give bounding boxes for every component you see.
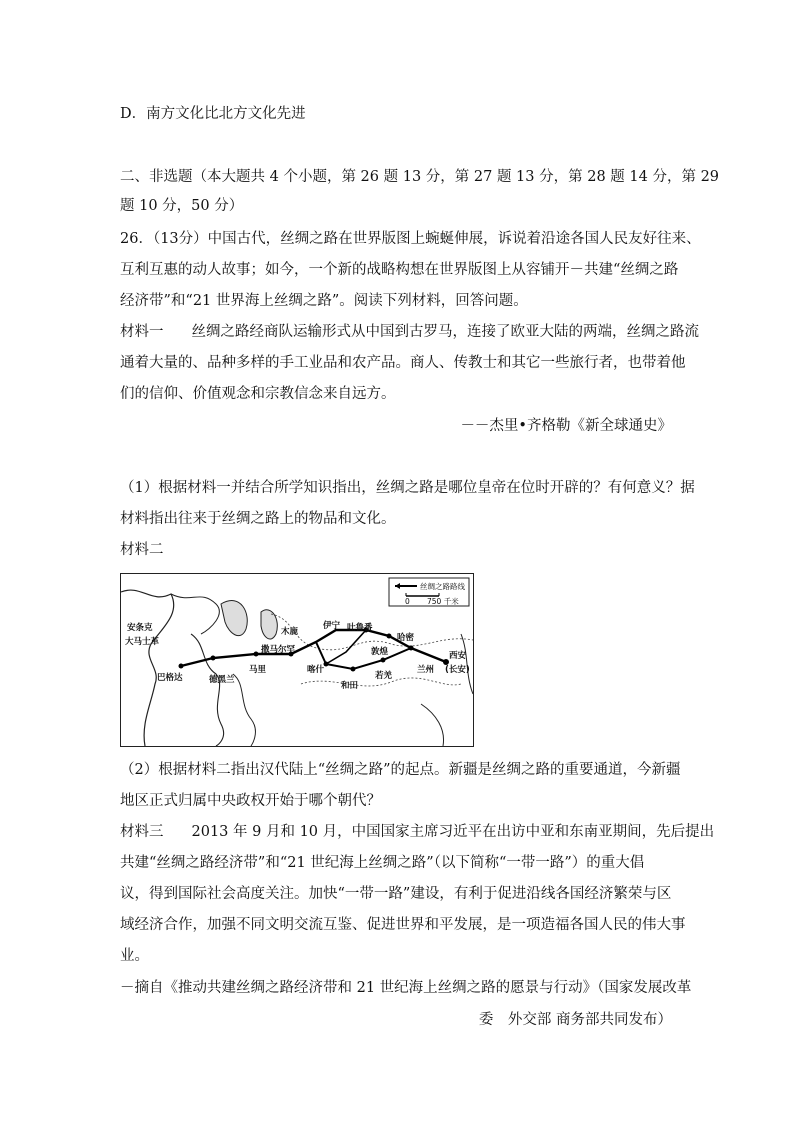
question2-line2: 地区正式归属中央政权开始于哪个朝代？ <box>120 793 381 809</box>
label-antioch: 安条克 <box>127 623 153 633</box>
label-hetian: 和田 <box>341 681 359 691</box>
label-damascus: 大马士革 <box>125 637 160 647</box>
material1-line1 <box>120 322 699 342</box>
label-hami: 哈密 <box>397 633 415 643</box>
label-dunhuang: 敦煌 <box>371 647 389 657</box>
question1-line1: （1）根据材料一并结合所学知识指出，丝绸之路是哪位皇帝在位时开辟的？有何意义？据 <box>120 480 695 496</box>
material3-text1: 2013 年 9 月和 10 月，中国国家主席习近平在出访中亚和东南亚期间，先后提出 <box>191 824 715 840</box>
q26-line1: 26．（13分）中国古代，丝绸之路在世界版图上蜿蜒伸展，诉说着沿途各国人民友好往来、 <box>120 231 701 247</box>
material2-label: 材料二 <box>120 542 164 558</box>
material3-line3: 议，得到国际社会高度关注。加快“一带一路”建设，有利于促进沿线各国经济繁荣与区 <box>120 886 672 902</box>
label-lanzhou: 兰州 <box>417 665 435 675</box>
label-changan: (长安) <box>445 665 470 675</box>
label-ruoqiang: 若羌 <box>375 671 393 681</box>
material3-line1 <box>120 822 714 842</box>
scale-label: 750 千米 <box>427 597 459 606</box>
material3-line2: 共建“丝绸之路经济带”和“21 世纪海上丝绸之路”（以下简称“一带一路”）的重大倡 <box>120 855 645 871</box>
option-d: D．南方文化比北方文化先进 <box>120 106 306 122</box>
question2-line1: （2）根据材料二指出汉代陆上“丝绸之路”的起点。新疆是丝绸之路的重要通道，今新疆 <box>120 762 681 778</box>
label-dezhou: 德黑兰 <box>209 675 235 685</box>
q26-line3: 经济带”和“21 世界海上丝绸之路”。阅读下列材料，回答问题。 <box>120 293 528 309</box>
material1-label: 材料一 <box>120 324 164 340</box>
material3-line5: 业。 <box>120 948 149 964</box>
material3-source-line2: 委 外交部 商务部共同发布） <box>478 1012 672 1028</box>
material3-line4: 域经济合作，加强不同文明交流互鉴、促进世界和平发展，是一项造福各国人民的伟大事 <box>120 917 686 933</box>
material1-source: －－杰里•齐格勒《新全球通史》 <box>460 418 672 434</box>
silk-road-map <box>120 573 474 747</box>
legend-title: 丝绸之路路线 <box>420 582 465 591</box>
label-merv: 木鹿 <box>281 627 299 637</box>
label-yining: 伊宁 <box>323 621 341 631</box>
material1-line3: 们的信仰、价值观念和宗教信念来自远方。 <box>120 386 396 402</box>
material3-label: 材料三 <box>120 824 164 840</box>
label-xian: 西安 <box>449 651 467 661</box>
label-baghdad: 巴格达 <box>157 673 183 683</box>
label-kashgar: 喀什 <box>307 665 325 675</box>
section-heading-line2: 题 10 分，50 分） <box>120 198 244 214</box>
q26-line2: 互利互惠的动人故事；如今，一个新的战略构想在世界版图上从容铺开－共建“丝绸之路 <box>120 262 679 278</box>
material1-line2: 通着大量的、品种多样的手工业品和农产品。商人、传教士和其它一些旅行者，也带着他 <box>120 355 686 371</box>
material1-text1: 丝绸之路经商队运输形式从中国到古罗马，连接了欧亚大陆的两端，丝绸之路流 <box>191 324 699 340</box>
label-turpan: 吐鲁番 <box>347 623 373 633</box>
silk-road-map-drawing <box>121 574 473 746</box>
scale-zero: 0 <box>405 597 410 606</box>
material3-source-line1: －摘自《推动共建丝绸之路经济带和 21 世纪海上丝绸之路的愿景与行动》（国家发展改革 <box>120 980 692 996</box>
label-samarkand: 撒马尔罕 <box>261 645 296 655</box>
label-mali: 马里 <box>249 665 267 675</box>
section-heading-line1: 二、非选题（本大题共 4 个小题，第 26 题 13 分，第 27 题 13 分，第 28 题 14 分，第 29 <box>120 169 720 185</box>
question1-line2: 材料指出往来于丝绸之路上的物品和文化。 <box>120 511 396 527</box>
